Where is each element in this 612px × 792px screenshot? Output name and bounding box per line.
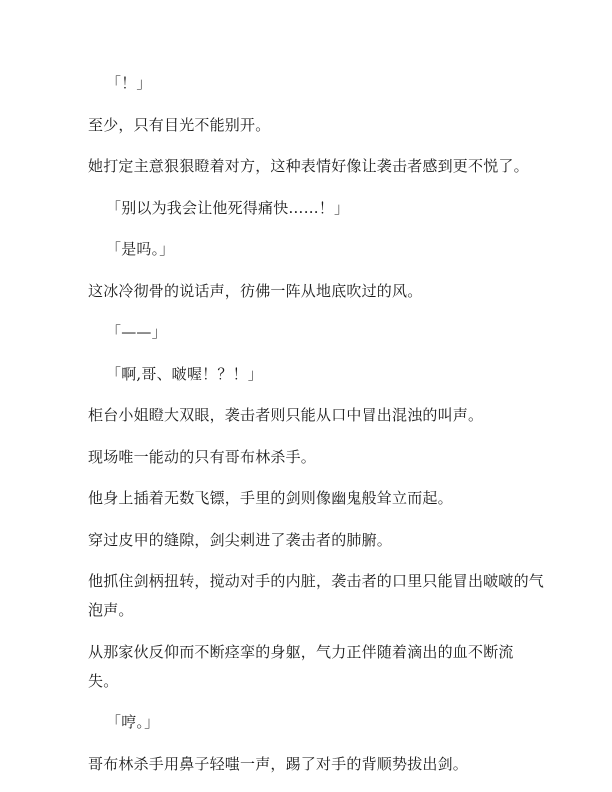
- paragraph-1: 「！」: [106, 74, 152, 92]
- paragraph-4: 「别以为我会让他死得痛快……！」: [106, 199, 350, 217]
- paragraph-9: 柜台小姐瞪大双眼，袭击者则只能从口中冒出混浊的叫声。: [88, 406, 484, 424]
- paragraph-11: 他身上插着无数飞镖，手里的剑则像幽鬼般耸立而起。: [88, 489, 453, 507]
- paragraph-5: 「是吗。」: [106, 240, 175, 258]
- paragraph-14: 从那家伙反仰而不断痉挛的身躯，气力正伴随着滴出的血不断流失。: [88, 643, 514, 690]
- paragraph-15: 「哼。」: [106, 713, 160, 731]
- paragraph-2: 至少，只有目光不能别开。: [88, 116, 271, 134]
- paragraph-6: 这冰冷彻骨的说话声，彷佛一阵从地底吹过的风。: [88, 282, 423, 300]
- paragraph-10: 现场唯一能动的只有哥布林杀手。: [88, 448, 317, 466]
- paragraph-13: 他抓住剑柄扭转，搅动对手的内脏，袭击者的口里只能冒出啵啵的气泡声。: [88, 572, 545, 619]
- paragraph-7: 「——」: [106, 323, 167, 341]
- paragraph-8: 「啊,哥、啵喔！？！」: [106, 365, 263, 383]
- paragraph-3: 她打定主意狠狠瞪着对方，这种表情好像让袭击者感到更不悦了。: [88, 157, 529, 175]
- paragraph-12: 穿过皮甲的缝隙，剑尖刺进了袭击者的肺腑。: [88, 531, 393, 549]
- paragraph-16: 哥布林杀手用鼻子轻嗤一声，踢了对手的背顺势拔出剑。: [88, 755, 469, 773]
